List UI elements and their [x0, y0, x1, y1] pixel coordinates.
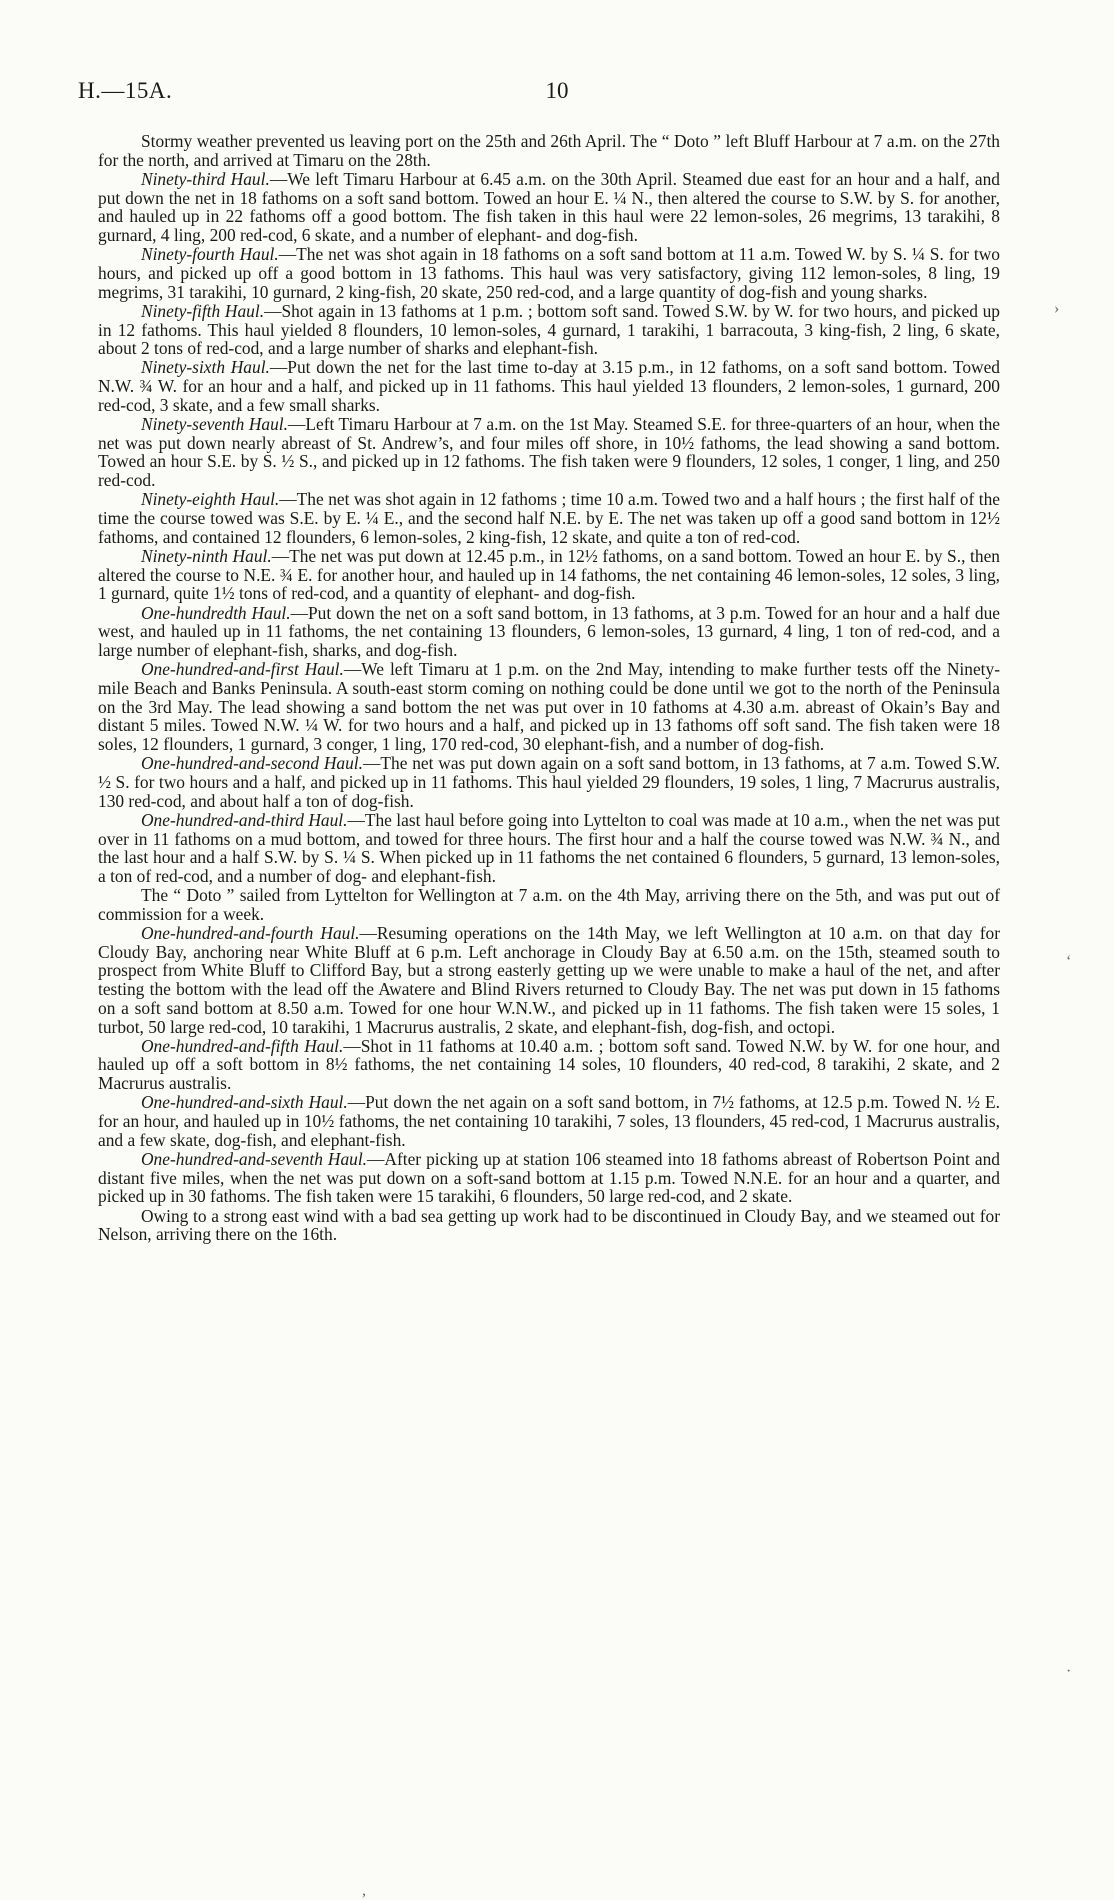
paragraph: Ninety-ninth Haul.—The net was put down at 12.45 p.m., in 12½ fathoms, on a sand bottom. Towed an hour E. by S., then altered the course to N.E. ¾ E. for another hour, and hauled up in 14 fathoms, the net containing 46 lemon-soles, 12 soles, 3 ling, 1 gurnard, quite 1½ tons of red-cod, and a quantity of elephant- and dog-fish.: [98, 545, 1000, 604]
haul-heading: One-hundred-and-second Haul.: [141, 753, 363, 774]
paragraph: One-hundred-and-second Haul.—The net was put down again on a soft sand bottom, in 13 fathoms, at 7 a.m. Towed S.W. ½ S. for two hours and a half, and picked up in 11 fathoms. This haul yielded 29 flounders, 19 soles, 1 ling, 7 Macrurus australis, 130 red-cod, and about half a ton of dog-fish.: [98, 753, 1000, 811]
document-reference: H.—15A.: [78, 78, 173, 103]
margin-mark: ›: [1054, 300, 1060, 317]
paragraph: Ninety-third Haul.—We left Timaru Harbour at 6.45 a.m. on the 30th April. Steamed due east for an hour and a half, and put down the net in 18 fathoms on a soft sand bottom. Towed an hour E. ¼ N., then altered the course to S.W. by S. for another, and hauled up in 22 fathoms off a good bottom. The fish taken in this haul were 22 lemon-soles, 26 megrims, 13 tarakihi, 8 gurnard, 4 ling, 200 red-cod, 6 skate, and a number of elephant- and dog-fish.: [98, 168, 1000, 246]
haul-heading: Ninety-fifth Haul.: [141, 300, 265, 321]
body-text: [98, 132, 1000, 1244]
haul-heading: One-hundred-and-sixth Haul.: [141, 1092, 348, 1113]
page-header: [78, 78, 1036, 108]
haul-heading: One-hundredth Haul.: [141, 602, 291, 623]
haul-heading: One-hundred-and-third Haul.: [141, 809, 348, 830]
paragraph: Ninety-eighth Haul.—The net was shot again in 12 fathoms ; time 10 a.m. Towed two and a half hours ; the first half of the time the course towed was S.E. by E. ¼ E., and the second half N.E. by E. The net was taken up off a good sand bottom in 12½ fathoms, and contained 12 flounders, 6 lemon-soles, 2 king-fish, 12 skate, and quite a ton of red-cod.: [98, 489, 1000, 547]
haul-heading: One-hundred-and-fourth Haul.: [141, 923, 360, 944]
haul-heading: Ninety-third Haul.: [141, 168, 270, 189]
haul-heading: Ninety-ninth Haul.: [141, 545, 272, 566]
paragraph: One-hundred-and-fourth Haul.—Resuming operations on the 14th May, we left Wellington at 10 a.m. on that day for Cloudy Bay, anchoring near White Bluff at 6 p.m. Left anchorage in Cloudy Bay at 6.50 a.m. on the 15th, steamed south to prospect from White Bluff to Clifford Bay, but a strong easterly getting up we were unable to make a haul of the net, and after testing the bottom with the lead off the Awatere and Blind Rivers returned to Cloudy Bay. The net was put down in 15 fathoms on a soft sand bottom at 8.50 a.m. Towed for one hour W.N.W., and picked up in 11 fathoms. The fish taken were 15 soles, 1 turbot, 50 large red-cod, 10 tarakihi, 1 Macrurus australis, 2 skate, and elephant-fish, dog-fish, and octopi.: [98, 923, 1000, 1037]
paragraph: Stormy weather prevented us leaving port on the 25th and 26th April. The “ Doto ” left Bluff Harbour at 7 a.m. on the 27th for the north, and arrived at Timaru on the 28th.: [98, 131, 1000, 170]
paragraph: Ninety-seventh Haul.—Left Timaru Harbour at 7 a.m. on the 1st May. Steamed S.E. for three-quarters of an hour, when the net was put down nearly abreast of St. Andrew’s, and four miles off shore, in 10½ fathoms, the lead showing a sand bottom. Towed an hour S.E. by S. ½ S., and picked up in 12 fathoms. The fish taken were 9 flounders, 12 soles, 1 conger, 1 ling, and 250 red-cod.: [98, 414, 1000, 491]
paragraph: Ninety-fourth Haul.—The net was shot again in 18 fathoms on a soft sand bottom at 11 a.m. Towed W. by S. ¼ S. for two hours, and picked up off a good bottom in 13 fathoms. This haul was very satisfactory, giving 112 lemon-soles, 8 ling, 19 megrims, 31 tarakihi, 10 gurnard, 2 king-fish, 20 skate, 250 red-cod, and a large quantity of dog-fish and young sharks.: [98, 244, 1001, 302]
paragraph: Ninety-sixth Haul.—Put down the net for the last time to-day at 3.15 p.m., in 12 fathoms, on a soft sand bottom. Towed N.W. ¾ W. for an hour and a half, and picked up in 11 fathoms. This haul yielded 13 flounders, 2 lemon-soles, 1 gurnard, 200 red-cod, 3 skate, and a few small sharks.: [98, 357, 1000, 415]
paragraph: One-hundred-and-sixth Haul.—Put down the net again on a soft sand bottom, in 7½ fathoms, at 12.5 p.m. Towed N. ½ E. for an hour, and hauled up in 10½ fathoms, the net containing 10 tarakihi, 7 soles, 13 flounders, 45 red-cod, 1 Macrurus australis, and a few skate, dog-fish, and elephant-fish.: [98, 1092, 1000, 1150]
paragraph: One-hundred-and-first Haul.—We left Timaru at 1 p.m. on the 2nd May, intending to make further tests off the Ninety-mile Beach and Banks Peninsula. A south-east storm coming on nothing could be done until we got to the north of the Peninsula on the 3rd May. The lead showing a sand bottom the net was put over in 10 fathoms at 4.30 a.m. abreast of Okain’s Bay and distant 5 miles. Towed N.W. ¼ W. for two hours and a half, and picked up in 13 fathoms off soft sand. The fish taken were 18 soles, 12 flounders, 1 gurnard, 3 conger, 1 ling, 170 red-cod, 30 elephant-fish, and a number of dog-fish.: [98, 659, 1000, 754]
page-number: 10: [545, 78, 569, 103]
paragraph: One-hundred-and-third Haul.—The last haul before going into Lyttelton to coal was made at 10 a.m., when the net was put over in 11 fathoms on a mud bottom, and towed for three hours. The first hour and a half the course towed was N.W. ¾ N., and the last hour and a half S.W. by S. ¼ S. When picked up in 11 fathoms the net contained 6 flounders, 5 gurnard, 13 lemon-soles, a ton of red-cod, and a number of dog- and elephant-fish.: [98, 809, 1000, 886]
haul-heading: Ninety-eighth Haul.: [141, 489, 280, 510]
haul-heading: Ninety-fourth Haul.: [141, 244, 279, 265]
margin-mark: ,: [362, 1882, 366, 1899]
haul-heading: Ninety-sixth Haul.: [141, 357, 270, 378]
paragraph: One-hundred-and-fifth Haul.—Shot in 11 fathoms at 10.40 a.m. ; bottom soft sand. Towed N.W. by W. for one hour, and hauled up off a soft bottom in 8½ fathoms, the net containing 14 soles, 10 flounders, 40 red-cod, 8 tarakihi, 2 skate, and 2 Macrurus australis.: [98, 1035, 1000, 1094]
paragraph: One-hundredth Haul.—Put down the net on a soft sand bottom, in 13 fathoms, at 3 p.m. Towed for an hour and a half due west, and hauled up in 11 fathoms, the net containing 13 flounders, 6 lemon-soles, 13 gurnard, 4 ling, 1 ton of red-cod, and a large number of elephant-fish, sharks, and dog-fish.: [98, 602, 1000, 660]
haul-heading: One-hundred-and-seventh Haul.: [141, 1148, 368, 1169]
margin-mark: ‘: [1066, 953, 1072, 970]
paragraph: Owing to a strong east wind with a bad sea getting up work had to be discontinued in Cloudy Bay, and we steamed out for Nelson, arriving there on the 16th.: [98, 1205, 1000, 1245]
haul-heading: Ninety-seventh Haul.: [141, 414, 288, 435]
paragraph: The “ Doto ” sailed from Lyttelton for Wellington at 7 a.m. on the 4th May, arriving there on the 5th, and was put out of commission for a week.: [98, 885, 1000, 924]
haul-heading: One-hundred-and-first Haul.: [141, 659, 344, 680]
paragraph: One-hundred-and-seventh Haul.—After picking up at station 106 steamed into 18 fathoms abreast of Robertson Point and distant five miles, when the net was put down on a soft-sand bottom at 1.15 p.m. Towed N.N.E. for an hour and a quarter, and picked up in 30 fathoms. The fish taken were 15 tarakihi, 6 flounders, 50 large red-cod, and 2 skate.: [98, 1148, 1000, 1207]
margin-mark: ·: [1066, 1663, 1072, 1680]
paragraph: Ninety-fifth Haul.—Shot again in 13 fathoms at 1 p.m. ; bottom soft sand. Towed S.W. by W. for two hours, and picked up in 12 fathoms. This haul yielded 8 flounders, 10 lemon-soles, 4 gurnard, 1 tarakihi, 1 barracouta, 3 king-fish, 2 ling, 6 skate, about 2 tons of red-cod, and a large number of sharks and elephant-fish.: [98, 300, 1001, 359]
haul-heading: One-hundred-and-fifth Haul.: [141, 1035, 344, 1056]
